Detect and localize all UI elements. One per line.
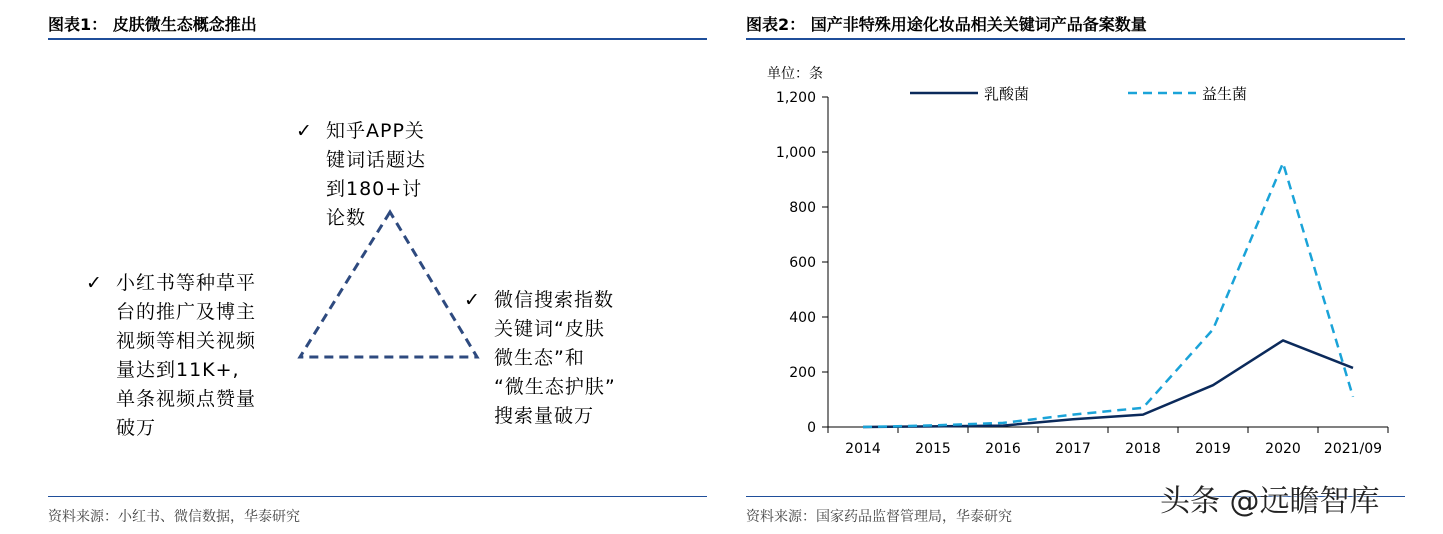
- node-wechat: [464, 286, 704, 436]
- x-tick-label: 2020: [1265, 441, 1301, 457]
- node-xiaohongshu: [86, 269, 306, 449]
- unit-label: 单位：条: [767, 66, 823, 82]
- x-tick-label: 2017: [1055, 441, 1091, 457]
- node-xhs-line-2: 台的推广及博主: [116, 301, 257, 323]
- node-zhihu-line-2: 键词话题达: [326, 149, 427, 171]
- x-tick-label: 2018: [1125, 441, 1161, 457]
- y-tick-label: 200: [789, 365, 816, 381]
- right-panel-title: 图表2： 国产非特殊用途化妆品相关关键词产品备案数量: [746, 15, 1147, 34]
- node-zhihu-line-3: 到180+讨: [326, 178, 423, 200]
- x-tick-label: 2019: [1195, 441, 1231, 457]
- right-title-rule: [746, 38, 1405, 40]
- legend-label-1: 乳酸菌: [984, 85, 1030, 103]
- x-tick-label: 2016: [985, 441, 1021, 457]
- node-xhs-line-1: 小红书等种草平: [116, 272, 257, 294]
- checkmark-icon: ✓: [86, 272, 103, 294]
- checkmark-icon: ✓: [464, 289, 481, 311]
- y-tick-label: 1,000: [775, 145, 816, 161]
- node-wechat-line-3: 微生态”和: [494, 347, 585, 369]
- axes: [776, 90, 1388, 457]
- y-tick-label: 1,200: [775, 90, 816, 106]
- node-wechat-line-1: 微信搜索指数: [494, 289, 615, 311]
- node-zhihu-line-4: 论数: [326, 207, 367, 229]
- x-tick-label: 2021/09: [1323, 441, 1383, 457]
- node-xhs-line-5: 单条视频点赞量: [116, 388, 257, 410]
- left-source-rule: [48, 496, 707, 497]
- concept-triangle: [0, 0, 720, 534]
- node-wechat-line-5: 搜索量破万: [494, 405, 595, 427]
- x-tick-label: 2015: [915, 441, 951, 457]
- y-tick-label: 800: [789, 200, 816, 216]
- x-tick-label: 2014: [845, 441, 881, 457]
- node-zhihu: [296, 117, 476, 237]
- node-wechat-line-2: 关键词“皮肤: [494, 318, 605, 340]
- y-tick-label: 400: [789, 310, 816, 326]
- left-panel-title: 图表1： 皮肤微生态概念推出: [48, 15, 257, 34]
- watermark: 头条 @远瞻智库: [1160, 484, 1380, 519]
- right-source-note: 资料来源：国家药品监督管理局，华泰研究: [746, 509, 1012, 525]
- left-source-note: 资料来源：小红书、微信数据，华泰研究: [48, 509, 300, 525]
- series-line-1: [863, 340, 1353, 427]
- checkmark-icon: ✓: [296, 120, 313, 142]
- legend-label-2: 益生菌: [1202, 85, 1248, 103]
- node-zhihu-line-1: 知乎APP关: [326, 120, 425, 142]
- node-xhs-line-6: 破万: [116, 417, 157, 439]
- line-chart: [740, 55, 1420, 475]
- node-xhs-line-3: 视频等相关视频: [116, 330, 257, 352]
- y-tick-label: 0: [807, 420, 816, 436]
- node-wechat-line-4: “微生态护肤”: [494, 376, 616, 398]
- legend: [910, 85, 1247, 103]
- node-xhs-line-4: 量达到11K+,: [116, 359, 240, 381]
- series-line-2: [863, 163, 1353, 427]
- series-group: [863, 163, 1353, 427]
- y-tick-label: 600: [789, 255, 816, 271]
